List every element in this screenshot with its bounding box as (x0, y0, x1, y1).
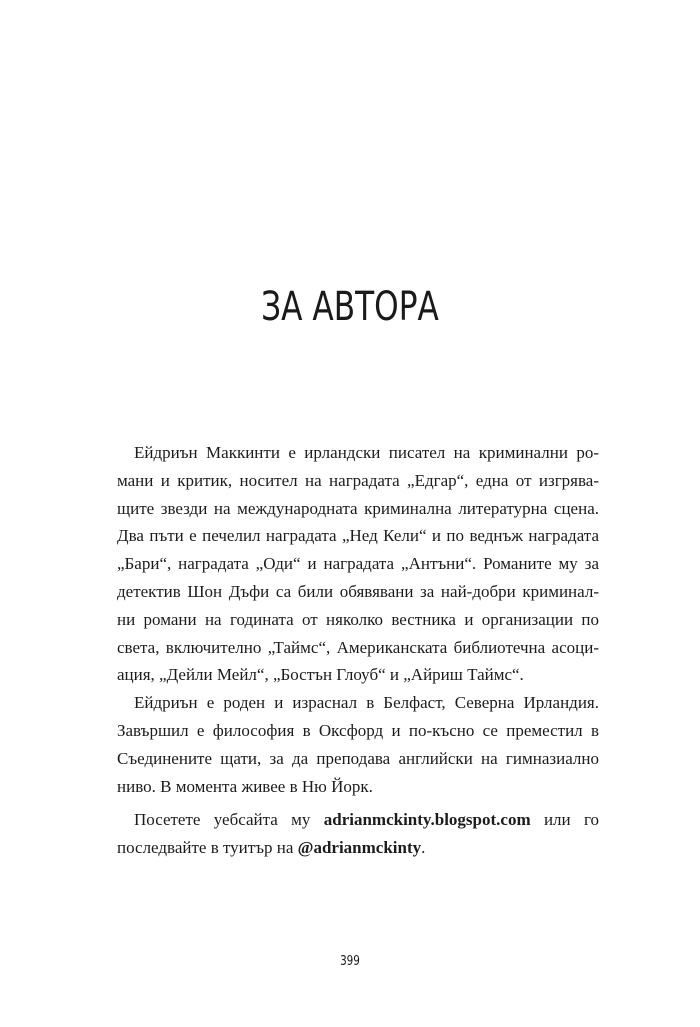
text-line: Завършил е философия в Оксфорд и по-късно се преместил в (117, 720, 599, 740)
text-line: мани и критик, носител на наградата „Едгар“, една от изгрява- (117, 470, 599, 490)
chapter-title: ЗА АВТОРА (261, 284, 439, 330)
text-line: щите звезди на международната криминална литературна сцена. (117, 498, 599, 518)
text-line: Съединените щати, за да преподава английски на гимназиално (117, 748, 599, 768)
text-line: Два пъти е печелил наградата „Нед Кели“ и по веднъж наградата (117, 526, 599, 546)
text-line (117, 806, 599, 834)
author-bio (117, 439, 599, 862)
text-line: ация, „Дейли Мейл“, „Бостън Глоуб“ и „Айриш Таймс“. (117, 665, 524, 685)
text-line: света, включително „Таймс“, Американската библиотечна асоци- (117, 637, 599, 657)
website-prefix: Посетете уебсайта му (134, 810, 324, 830)
website-link[interactable]: adrianmckinty.blogspot.com (323, 810, 531, 830)
text-line: детектив Шон Дъфи са били обявявани за най-добри криминал- (117, 581, 599, 601)
text-line: ниво. В момента живее в Ню Йорк. (117, 776, 373, 796)
text-line: ни романи на годината от няколко вестника и организации по (117, 609, 599, 629)
text-line: Ейдриън Маккинти е ирландски писател на криминални ро- (134, 443, 599, 462)
bio-paragraph-1 (117, 439, 599, 689)
twitter-prefix: последвайте в туитър на (117, 838, 298, 858)
text-line: „Бари“, наградата „Оди“ и наградата „Антъни“. Романите му за (117, 554, 599, 574)
text-line: Ейдриън е роден и израснал в Белфаст, Северна Ирландия. (134, 693, 599, 713)
twitter-suffix: . (421, 838, 426, 858)
website-suffix: или го (530, 810, 599, 830)
bio-paragraph-2 (117, 689, 599, 800)
twitter-handle-link[interactable]: @adrianmckinty (297, 838, 422, 858)
text-line (117, 834, 599, 862)
bio-paragraph-3 (117, 806, 599, 862)
page-number: 399 (340, 954, 360, 969)
